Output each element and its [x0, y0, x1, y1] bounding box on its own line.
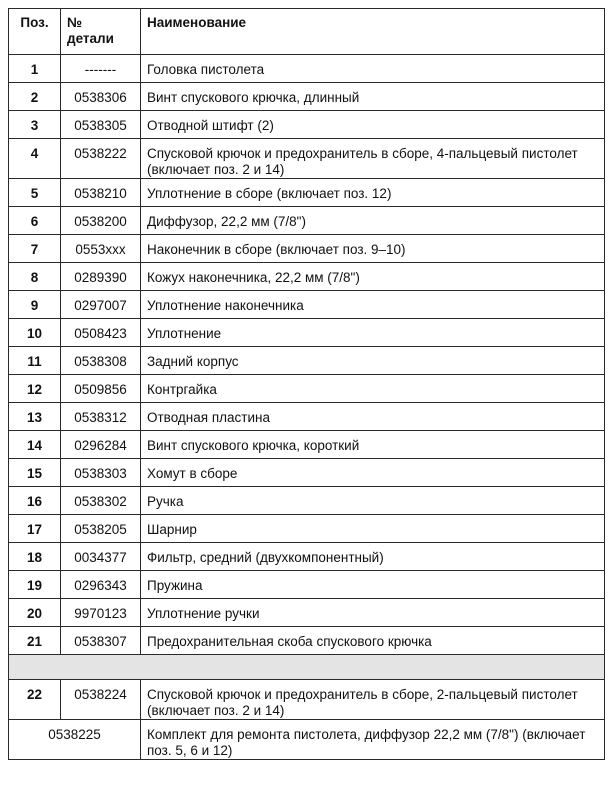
row-part-number: 0289390: [61, 263, 141, 291]
table-row: [9, 680, 605, 720]
row-name: Головка пистолета: [141, 55, 605, 83]
row-pos: 16: [9, 487, 61, 515]
row-part-number: 0553xxx: [61, 235, 141, 263]
row-pos: 2: [9, 83, 61, 111]
row-pos: 7: [9, 235, 61, 263]
row-pos: 4: [9, 139, 61, 179]
table-row: [9, 543, 605, 571]
row-pos: 11: [9, 347, 61, 375]
header-part-line2: детали: [67, 31, 114, 46]
row-name: Шарнир: [141, 515, 605, 543]
row-part-number: 0508423: [61, 319, 141, 347]
row-pos: 13: [9, 403, 61, 431]
table-row: [9, 83, 605, 111]
table-row: [9, 459, 605, 487]
row-name: Задний корпус: [141, 347, 605, 375]
row-pos: 21: [9, 627, 61, 655]
table-row: [9, 599, 605, 627]
row-pos: 6: [9, 207, 61, 235]
row-pos: 20: [9, 599, 61, 627]
row-name: Ручка: [141, 487, 605, 515]
table-row: [9, 515, 605, 543]
header-part-line1: №: [67, 15, 83, 30]
parts-table: [8, 8, 605, 760]
row-name: Спусковой крючок и предохранитель в сборе, 2-пальцевый пистолет (включает поз. 2 и 14): [141, 680, 605, 720]
table-row: [9, 55, 605, 83]
row-name: Винт спускового крючка, длинный: [141, 83, 605, 111]
row-name: Уплотнение ручки: [141, 599, 605, 627]
table-row: [9, 139, 605, 179]
table-row: [9, 571, 605, 599]
table-row: [9, 347, 605, 375]
row-part-number: 0538305: [61, 111, 141, 139]
row-part-number: 0297007: [61, 291, 141, 319]
header-part-number: [61, 9, 141, 55]
table-row: [9, 487, 605, 515]
row-part-number: 0538303: [61, 459, 141, 487]
row-pos: 9: [9, 291, 61, 319]
row-name: Уплотнение наконечника: [141, 291, 605, 319]
table-row: [9, 431, 605, 459]
row-name: Фильтр, средний (двухкомпонентный): [141, 543, 605, 571]
table-row: [9, 207, 605, 235]
row-name: Диффузор, 22,2 мм (7/8"): [141, 207, 605, 235]
row-part-number: 0538302: [61, 487, 141, 515]
row-part-number: 0538312: [61, 403, 141, 431]
row-part-number: 0538307: [61, 627, 141, 655]
table-row: [9, 111, 605, 139]
row-name: Хомут в сборе: [141, 459, 605, 487]
row-pos: 14: [9, 431, 61, 459]
row-part-number: 0538306: [61, 83, 141, 111]
row-part-number: 0538200: [61, 207, 141, 235]
table-row: [9, 235, 605, 263]
table-body: [9, 55, 605, 655]
table-spacer-row: [9, 655, 605, 680]
row-name: Винт спускового крючка, короткий: [141, 431, 605, 459]
row-name: Наконечник в сборе (включает поз. 9–10): [141, 235, 605, 263]
row-pos: 10: [9, 319, 61, 347]
row-pos: 15: [9, 459, 61, 487]
row-pos: 12: [9, 375, 61, 403]
table-row: [9, 263, 605, 291]
row-part-number: 0538308: [61, 347, 141, 375]
row-pos: 8: [9, 263, 61, 291]
row-part-number: 0538205: [61, 515, 141, 543]
header-name: Наименование: [141, 9, 605, 55]
table-row: [9, 403, 605, 431]
row-name: Кожух наконечника, 22,2 мм (7/8"): [141, 263, 605, 291]
row-name: Отводной штифт (2): [141, 111, 605, 139]
row-pos: 1: [9, 55, 61, 83]
kit-row: [9, 720, 605, 760]
row-part-number: 0296343: [61, 571, 141, 599]
row-name: Уплотнение: [141, 319, 605, 347]
row-name: Пружина: [141, 571, 605, 599]
header-pos: Поз.: [9, 9, 61, 55]
row-part-number: 0538224: [61, 680, 141, 720]
row-part-number: 0509856: [61, 375, 141, 403]
row-pos: 5: [9, 179, 61, 207]
row-pos: 17: [9, 515, 61, 543]
row-part-number: -------: [61, 55, 141, 83]
row-name: Уплотнение в сборе (включает поз. 12): [141, 179, 605, 207]
kit-part-number: 0538225: [9, 720, 141, 760]
row-pos: 19: [9, 571, 61, 599]
table-header-row: [9, 9, 605, 55]
kit-name: Комплект для ремонта пистолета, диффузор 22,2 мм (7/8") (включает поз. 5, 6 и 12): [141, 720, 605, 760]
row-part-number: 0296284: [61, 431, 141, 459]
row-pos: 22: [9, 680, 61, 720]
row-pos: 3: [9, 111, 61, 139]
table-row: [9, 179, 605, 207]
table-row: [9, 291, 605, 319]
table-row: [9, 627, 605, 655]
spacer-cell: [9, 655, 605, 680]
table-row: [9, 319, 605, 347]
row-name: Отводная пластина: [141, 403, 605, 431]
row-name: Предохранительная скоба спускового крючка: [141, 627, 605, 655]
row-part-number: 0538210: [61, 179, 141, 207]
row-name: Контргайка: [141, 375, 605, 403]
row-part-number: 0034377: [61, 543, 141, 571]
row-part-number: 0538222: [61, 139, 141, 179]
row-pos: 18: [9, 543, 61, 571]
table-row: [9, 375, 605, 403]
row-part-number: 9970123: [61, 599, 141, 627]
row-name: Спусковой крючок и предохранитель в сборе, 4-пальцевый пистолет (включает поз. 2 и 14): [141, 139, 605, 179]
